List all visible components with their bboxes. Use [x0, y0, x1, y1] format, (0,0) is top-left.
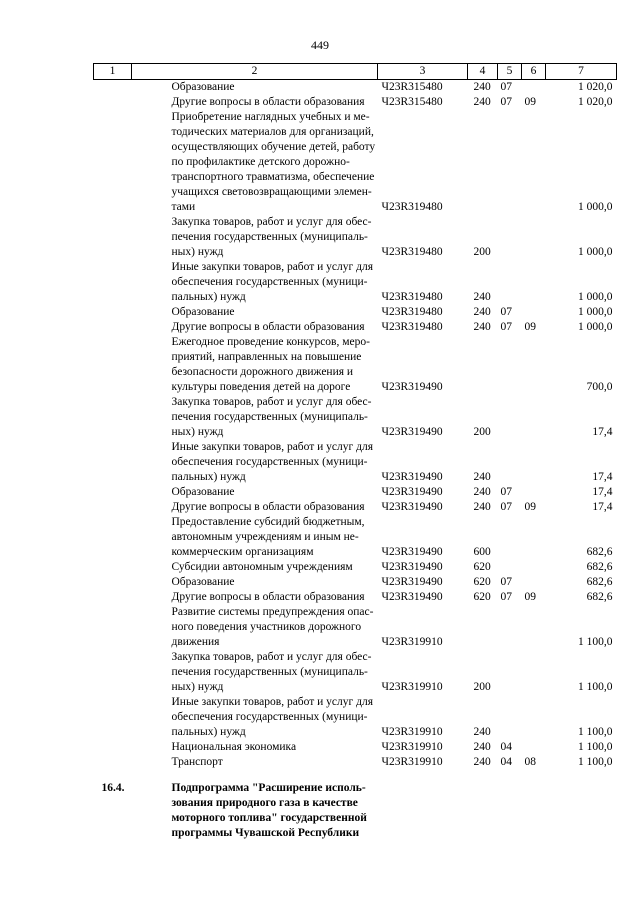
- table-row: [94, 575, 617, 590]
- row-name-line: транспортного травматизма, обеспечение: [171, 171, 375, 183]
- column-header: 5: [498, 64, 522, 80]
- column-header: 1: [94, 64, 132, 80]
- expense-type: 240: [473, 291, 491, 303]
- row-name-line: ного поведения участников дорожного: [171, 621, 362, 633]
- expense-type: 240: [473, 501, 491, 513]
- expense-type: 240: [473, 306, 491, 318]
- section-row: [94, 770, 617, 841]
- row-name-line: Закупка товаров, работ и услуг для обес-: [171, 651, 372, 663]
- row-name-line: программы Чувашской Республики: [171, 827, 360, 839]
- row-name-line: пальных) нужд: [171, 471, 246, 483]
- table-row: [94, 740, 617, 755]
- row-name-line: зования природного газа в качестве: [171, 797, 358, 809]
- row-name-line: осуществляющих обучение детей, работу: [171, 141, 376, 153]
- section-code: 07: [500, 576, 512, 588]
- row-name: [132, 80, 378, 96]
- target-code: Ч23R319490: [381, 561, 443, 573]
- row-number: [94, 110, 132, 215]
- row-number: [94, 305, 132, 320]
- table-row: [94, 695, 617, 740]
- row-name-line: Образование: [171, 81, 235, 93]
- target-code: Ч23R319480: [381, 306, 443, 318]
- column-header: 2: [132, 64, 378, 80]
- row-name: [132, 215, 378, 260]
- row-name-line: ных) нужд: [171, 426, 224, 438]
- page-number: 449: [311, 38, 329, 52]
- table-row: [94, 515, 617, 560]
- table-row: [94, 320, 617, 335]
- row-name-line: Национальная экономика: [171, 741, 297, 753]
- section-code: [498, 215, 522, 260]
- row-name-line: пальных) нужд: [171, 726, 246, 738]
- row-name: [132, 335, 378, 395]
- row-name-line: печения государственных (муниципаль-: [171, 411, 368, 423]
- row-name: [132, 110, 378, 215]
- subsection-code: [522, 695, 546, 740]
- target-code: Ч23R319490: [381, 426, 443, 438]
- expense-type: 240: [473, 471, 491, 483]
- subsection-code: [522, 485, 546, 500]
- row-name-line: тодических материалов для организаций,: [171, 126, 374, 138]
- target-code: Ч23R319910: [381, 756, 443, 768]
- subsection-code: 09: [524, 501, 536, 513]
- row-number: 16.4.: [101, 782, 125, 794]
- section-code: [498, 395, 522, 440]
- row-number: [94, 590, 132, 605]
- subsection-code: [522, 260, 546, 305]
- section-code: [498, 560, 522, 575]
- section-code: 07: [500, 96, 512, 108]
- row-name: [132, 740, 378, 755]
- row-name: [132, 500, 378, 515]
- row-name-line: Другие вопросы в области образования: [171, 96, 365, 108]
- row-name-line: коммерческим организациям: [171, 546, 314, 558]
- row-number: [94, 740, 132, 755]
- row-number: [94, 500, 132, 515]
- target-code: Ч23R319490: [381, 471, 443, 483]
- row-name-line: Другие вопросы в области образования: [171, 501, 365, 513]
- target-code: Ч23R319480: [381, 291, 443, 303]
- section-code: [498, 695, 522, 740]
- section-code: 07: [500, 81, 512, 93]
- row-name-line: моторного топлива" государственной: [171, 812, 367, 824]
- row-name-line: Закупка товаров, работ и услуг для обес-: [171, 396, 372, 408]
- subsection-code: [522, 335, 546, 395]
- row-name: [132, 305, 378, 320]
- section-code: [498, 515, 522, 560]
- amount: 1 100,0: [578, 741, 613, 753]
- amount: 17,4: [592, 426, 613, 438]
- column-header: 3: [378, 64, 468, 80]
- section-code: [498, 110, 522, 215]
- section-code: 07: [500, 501, 512, 513]
- target-code: Ч23R319490: [381, 381, 443, 393]
- amount: 1 020,0: [578, 81, 613, 93]
- row-name: [132, 515, 378, 560]
- target-code: Ч23R319910: [381, 681, 443, 693]
- expense-type: 240: [473, 486, 491, 498]
- amount: 1 100,0: [578, 681, 613, 693]
- subsection-code: [522, 80, 546, 96]
- target-code: Ч23R319480: [381, 246, 443, 258]
- table-header-row: [94, 64, 617, 80]
- amount: 17,4: [592, 486, 613, 498]
- subsection-code: [522, 440, 546, 485]
- row-name: [132, 440, 378, 485]
- row-name: [132, 695, 378, 740]
- table-row: [94, 485, 617, 500]
- expense-type: 620: [473, 576, 491, 588]
- section-code: 07: [500, 486, 512, 498]
- amount: 1 020,0: [578, 96, 613, 108]
- amount: 1 000,0: [578, 201, 613, 213]
- table-row: [94, 80, 617, 96]
- target-code: Ч23R319490: [381, 591, 443, 603]
- row-name: [132, 650, 378, 695]
- row-name-line: Иные закупки товаров, работ и услуг для: [171, 441, 373, 453]
- column-header: 6: [522, 64, 546, 80]
- row-name: [132, 560, 378, 575]
- row-name-line: пальных) нужд: [171, 291, 246, 303]
- row-name-line: безопасности дорожного движения и: [171, 366, 354, 378]
- row-name-line: тами: [171, 201, 196, 213]
- row-name-line: движения: [171, 636, 220, 648]
- row-name-line: печения государственных (муниципаль-: [171, 666, 368, 678]
- row-name-line: Транспорт: [171, 756, 223, 768]
- row-number: [94, 440, 132, 485]
- row-name-line: Приобретение наглядных учебных и ме-: [171, 111, 370, 123]
- table-row: [94, 440, 617, 485]
- expense-type: 240: [473, 726, 491, 738]
- row-name-line: Образование: [171, 306, 235, 318]
- subsection-code: [522, 395, 546, 440]
- table-row: [94, 605, 617, 650]
- row-name-line: печения государственных (муниципаль-: [171, 231, 368, 243]
- row-name-line: Развитие системы предупреждения опас-: [171, 606, 374, 618]
- section-code: 04: [500, 741, 512, 753]
- table-row: [94, 335, 617, 395]
- target-code: Ч23R319490: [381, 486, 443, 498]
- amount: 1 000,0: [578, 291, 613, 303]
- table-row: [94, 305, 617, 320]
- amount: 1 100,0: [578, 756, 613, 768]
- expense-type: 240: [473, 756, 491, 768]
- row-number: [94, 335, 132, 395]
- target-code: Ч23R319490: [381, 501, 443, 513]
- row-name: [132, 590, 378, 605]
- row-name: [132, 605, 378, 650]
- row-name-line: Подпрограмма "Расширение исполь-: [171, 782, 366, 794]
- subsection-code: [522, 560, 546, 575]
- row-name-line: Другие вопросы в области образования: [171, 321, 365, 333]
- expense-type: 620: [473, 591, 491, 603]
- expense-type: 240: [473, 321, 491, 333]
- row-name-line: культуры поведения детей на дороге: [171, 381, 351, 393]
- subsection-code: [522, 605, 546, 650]
- subsection-code: 09: [524, 96, 536, 108]
- row-name-line: Закупка товаров, работ и услуг для обес-: [171, 216, 372, 228]
- subsection-code: [522, 305, 546, 320]
- section-code: [498, 605, 522, 650]
- row-name-line: обеспечения государственных (муници-: [171, 276, 368, 288]
- row-number: [94, 485, 132, 500]
- row-name: [132, 770, 617, 841]
- row-number: [94, 605, 132, 650]
- table-row: [94, 110, 617, 215]
- row-name: [132, 485, 378, 500]
- table-row: [94, 215, 617, 260]
- section-code: 04: [500, 756, 512, 768]
- row-name-line: Ежегодное проведение конкурсов, меро-: [171, 336, 370, 348]
- amount: 17,4: [592, 471, 613, 483]
- amount: 682,6: [586, 561, 613, 573]
- expense-type: [468, 335, 498, 395]
- subsection-code: [522, 575, 546, 590]
- amount: 682,6: [586, 576, 613, 588]
- subsection-code: 09: [524, 591, 536, 603]
- expense-type: 240: [473, 81, 491, 93]
- row-name: [132, 395, 378, 440]
- table-row: [94, 260, 617, 305]
- row-number: [94, 560, 132, 575]
- budget-table: [93, 63, 617, 841]
- row-number: [94, 575, 132, 590]
- target-code: Ч23R319490: [381, 546, 443, 558]
- table-row: [94, 560, 617, 575]
- row-name-line: учащихся световозвращающими элемен-: [171, 186, 372, 198]
- section-code: 07: [500, 306, 512, 318]
- target-code: Ч23R319490: [381, 576, 443, 588]
- table-body: [94, 80, 617, 842]
- amount: 1 000,0: [578, 306, 613, 318]
- subsection-code: [522, 650, 546, 695]
- amount: 1 000,0: [578, 246, 613, 258]
- row-name: [132, 95, 378, 110]
- table-row: [94, 755, 617, 770]
- section-code: [498, 335, 522, 395]
- table-row: [94, 500, 617, 515]
- row-name-line: обеспечения государственных (муници-: [171, 711, 368, 723]
- table-row: [94, 590, 617, 605]
- row-name-line: ных) нужд: [171, 246, 224, 258]
- row-name-line: Иные закупки товаров, работ и услуг для: [171, 261, 373, 273]
- row-number: [94, 260, 132, 305]
- target-code: Ч23R319910: [381, 741, 443, 753]
- amount: 1 100,0: [578, 636, 613, 648]
- expense-type: 200: [473, 246, 491, 258]
- row-name: [132, 575, 378, 590]
- row-number: [94, 515, 132, 560]
- row-number: [94, 650, 132, 695]
- target-code: Ч23R319480: [381, 321, 443, 333]
- expense-type: 240: [473, 741, 491, 753]
- subsection-code: 08: [524, 756, 536, 768]
- expense-type: 600: [473, 546, 491, 558]
- amount: 1 000,0: [578, 321, 613, 333]
- expense-type: 240: [473, 96, 491, 108]
- target-code: Ч23R319910: [381, 636, 443, 648]
- row-name-line: Образование: [171, 576, 235, 588]
- table-row: [94, 395, 617, 440]
- subsection-code: 09: [524, 321, 536, 333]
- expense-type: 200: [473, 681, 491, 693]
- row-name-line: по профилактике детского дорожно-: [171, 156, 350, 168]
- expense-type: 620: [473, 561, 491, 573]
- column-header: 7: [546, 64, 617, 80]
- amount: 700,0: [586, 381, 613, 393]
- expense-type: [468, 110, 498, 215]
- expense-type: [468, 605, 498, 650]
- target-code: Ч23R319480: [381, 201, 443, 213]
- row-number: [94, 320, 132, 335]
- subsection-code: [522, 740, 546, 755]
- target-code: Ч23R315480: [381, 81, 443, 93]
- row-name-line: приятий, направленных на повышение: [171, 351, 362, 363]
- row-number: [94, 695, 132, 740]
- subsection-code: [522, 110, 546, 215]
- row-name-line: Другие вопросы в области образования: [171, 591, 365, 603]
- row-name-line: Образование: [171, 486, 235, 498]
- subsection-code: [522, 515, 546, 560]
- amount: 682,6: [586, 591, 613, 603]
- section-code: 07: [500, 321, 512, 333]
- row-number: [94, 755, 132, 770]
- row-number: [94, 215, 132, 260]
- row-number: [94, 395, 132, 440]
- amount: 17,4: [592, 501, 613, 513]
- column-header: 4: [468, 64, 498, 80]
- table-row: [94, 650, 617, 695]
- row-name: [132, 260, 378, 305]
- row-name-line: Иные закупки товаров, работ и услуг для: [171, 696, 373, 708]
- row-name-line: Субсидии автономным учреждениям: [171, 561, 353, 573]
- section-code: [498, 440, 522, 485]
- section-code: 07: [500, 591, 512, 603]
- amount: 682,6: [586, 546, 613, 558]
- row-name-line: ных) нужд: [171, 681, 224, 693]
- row-number: [94, 80, 132, 96]
- table-row: [94, 95, 617, 110]
- amount: 1 100,0: [578, 726, 613, 738]
- row-name-line: обеспечения государственных (муници-: [171, 456, 368, 468]
- row-name-line: Предоставление субсидий бюджетным,: [171, 516, 365, 528]
- target-code: Ч23R315480: [381, 96, 443, 108]
- expense-type: 200: [473, 426, 491, 438]
- section-code: [498, 260, 522, 305]
- row-name: [132, 755, 378, 770]
- row-name-line: автономным учреждениям и иным не-: [171, 531, 359, 543]
- row-number: [94, 95, 132, 110]
- target-code: Ч23R319910: [381, 726, 443, 738]
- section-code: [498, 650, 522, 695]
- subsection-code: [522, 215, 546, 260]
- row-name: [132, 320, 378, 335]
